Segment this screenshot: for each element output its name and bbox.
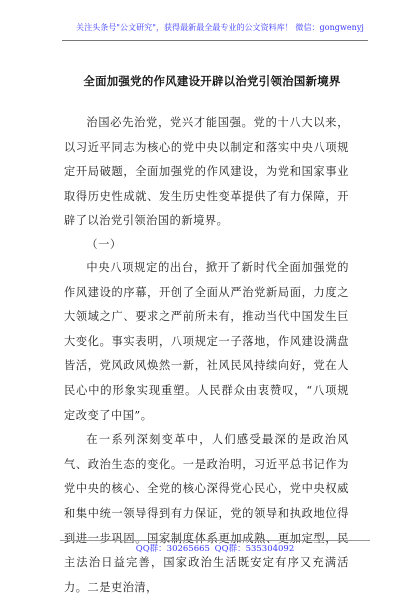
paragraph-intro: 治国必先治党，党兴才能国强。党的十八大以来，以习近平同志为核心的党中央以制定和落实中央八项规定开局破题，全面加强党的作风建设，为党和国家事业取得历史性成就、发生历史性变革提供了有力保障，开辟了以治党引领治国的新境界。 bbox=[64, 116, 349, 228]
paragraph-eight-rules: 中央八项规定的出台，掀开了新时代全面加强党的作风建设的序幕，开创了全面从严治党新局面，力度之大领域之广、要求之严前所未有，推动当代中国发生巨大变化。事实表明，八项规定一子落地，作风建设满盘皆活，党风政风焕然一新，社风民风持续向好，党在人民心中的形象实现重塑。人民群众由衷赞叹，“八项规定改变了中国”。 bbox=[64, 260, 349, 422]
paragraph-political-change: 在一系列深刻变革中，人们感受最深的是政治风气、政治生态的变化。一是政治明，习近平总书记作为党中央的核心、全党的核心深得党心民心，党中央权威和集中统一领导得到有力保证，党的领导和执政地位得到进一步巩固。国家制度体系更加成熟、更加定型，民主法治日益完善，国家政治生活既安定有序又充满活力。二是吏治清， bbox=[64, 433, 349, 594]
document-title: 全面加强党的作风建设开辟以治党引领治国新境界 bbox=[83, 74, 341, 88]
footer bbox=[60, 540, 370, 554]
footer-contacts: QQ群：30265665 QQ群：535304092 bbox=[135, 544, 295, 554]
header-banner: 关注头条号"公文研究"，获得最新最全最专业的公文资料库！ 微信：gongwenyj bbox=[76, 23, 364, 32]
header-divider bbox=[62, 40, 368, 41]
section-heading: （一） bbox=[86, 237, 122, 251]
document-body bbox=[64, 111, 349, 600]
